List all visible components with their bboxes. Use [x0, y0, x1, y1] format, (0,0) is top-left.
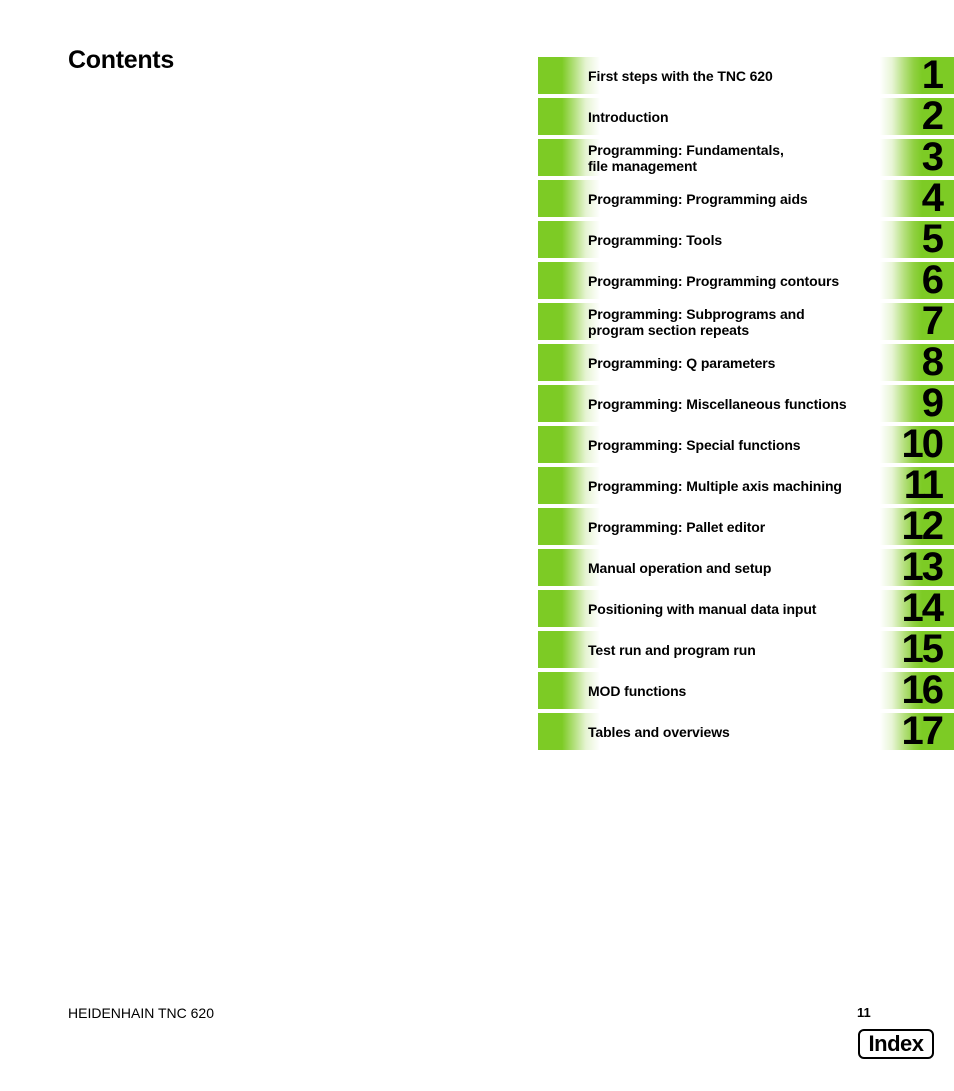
toc-chapter-label: Manual operation and setup	[588, 559, 772, 576]
chapter-number: 5	[921, 217, 942, 261]
chapter-tab[interactable]	[880, 299, 954, 343]
chapter-tab[interactable]	[880, 586, 954, 630]
toc-chapter-6[interactable]	[538, 258, 954, 302]
toc-chapter-label: Test run and program run	[588, 641, 756, 658]
chapter-tab[interactable]	[880, 422, 954, 466]
table-of-contents	[538, 53, 954, 754]
toc-chapter-5[interactable]	[538, 217, 954, 261]
toc-chapter-7[interactable]	[538, 299, 954, 343]
toc-chapter-label: Programming: Pallet editor	[588, 518, 766, 535]
chapter-number: 1	[921, 53, 942, 97]
chapter-number: 7	[921, 299, 942, 343]
chapter-tab[interactable]	[880, 340, 954, 384]
toc-chapter-label: Programming: Programming contours	[588, 272, 840, 289]
toc-chapter-label: Programming: Subprograms and program section repeats	[588, 305, 805, 338]
chapter-tab[interactable]	[880, 627, 954, 671]
toc-chapter-3[interactable]	[538, 135, 954, 179]
toc-chapter-16[interactable]	[538, 668, 954, 712]
toc-chapter-12[interactable]	[538, 504, 954, 548]
chapter-number: 14	[901, 586, 942, 630]
index-button[interactable]: Index	[858, 1029, 934, 1059]
chapter-number: 12	[901, 504, 942, 548]
toc-chapter-10[interactable]	[538, 422, 954, 466]
toc-chapter-14[interactable]	[538, 586, 954, 630]
toc-chapter-label: Programming: Miscellaneous functions	[588, 395, 847, 412]
toc-chapter-13[interactable]	[538, 545, 954, 589]
toc-chapter-11[interactable]	[538, 463, 954, 507]
toc-chapter-17[interactable]	[538, 709, 954, 753]
chapter-tab[interactable]	[880, 504, 954, 548]
chapter-tab[interactable]	[880, 94, 954, 138]
toc-chapter-2[interactable]	[538, 94, 954, 138]
chapter-tab[interactable]	[880, 135, 954, 179]
chapter-number: 16	[901, 668, 942, 712]
chapter-number: 6	[921, 258, 942, 302]
page-title: Contents	[68, 46, 174, 74]
chapter-number: 4	[921, 176, 942, 220]
toc-chapter-label: Programming: Multiple axis machining	[588, 477, 842, 494]
toc-chapter-label: Introduction	[588, 108, 669, 125]
chapter-tab[interactable]	[880, 545, 954, 589]
chapter-number: 15	[901, 627, 942, 671]
toc-chapter-label: Programming: Fundamentals, file management	[588, 141, 784, 174]
toc-chapter-label: Positioning with manual data input	[588, 600, 817, 617]
chapter-tab[interactable]	[880, 217, 954, 261]
chapter-number: 13	[901, 545, 942, 589]
toc-chapter-15[interactable]	[538, 627, 954, 671]
toc-chapter-9[interactable]	[538, 381, 954, 425]
chapter-number: 10	[901, 422, 942, 466]
chapter-number: 8	[921, 340, 942, 384]
chapter-number: 2	[921, 94, 942, 138]
toc-chapter-label: First steps with the TNC 620	[588, 67, 773, 84]
toc-chapter-8[interactable]	[538, 340, 954, 384]
toc-chapter-label: Programming: Special functions	[588, 436, 801, 453]
toc-chapter-label: Programming: Tools	[588, 231, 723, 248]
chapter-number: 11	[903, 463, 942, 507]
footer-page-number: 11	[857, 1005, 871, 1020]
footer-product-name: HEIDENHAIN TNC 620	[68, 1005, 215, 1021]
toc-chapter-label: Programming: Q parameters	[588, 354, 776, 371]
chapter-tab[interactable]	[880, 381, 954, 425]
chapter-tab[interactable]	[880, 709, 954, 753]
chapter-number: 3	[921, 135, 942, 179]
chapter-number: 17	[901, 709, 942, 753]
chapter-tab[interactable]	[880, 53, 954, 97]
toc-chapter-label: MOD functions	[588, 682, 687, 699]
toc-chapter-label: Programming: Programming aids	[588, 190, 808, 207]
toc-chapter-4[interactable]	[538, 176, 954, 220]
chapter-tab[interactable]	[880, 258, 954, 302]
chapter-tab[interactable]	[880, 668, 954, 712]
chapter-tab[interactable]	[880, 463, 954, 507]
chapter-number: 9	[921, 381, 942, 425]
toc-chapter-label: Tables and overviews	[588, 723, 730, 740]
toc-chapter-1[interactable]	[538, 53, 954, 97]
chapter-tab[interactable]	[880, 176, 954, 220]
